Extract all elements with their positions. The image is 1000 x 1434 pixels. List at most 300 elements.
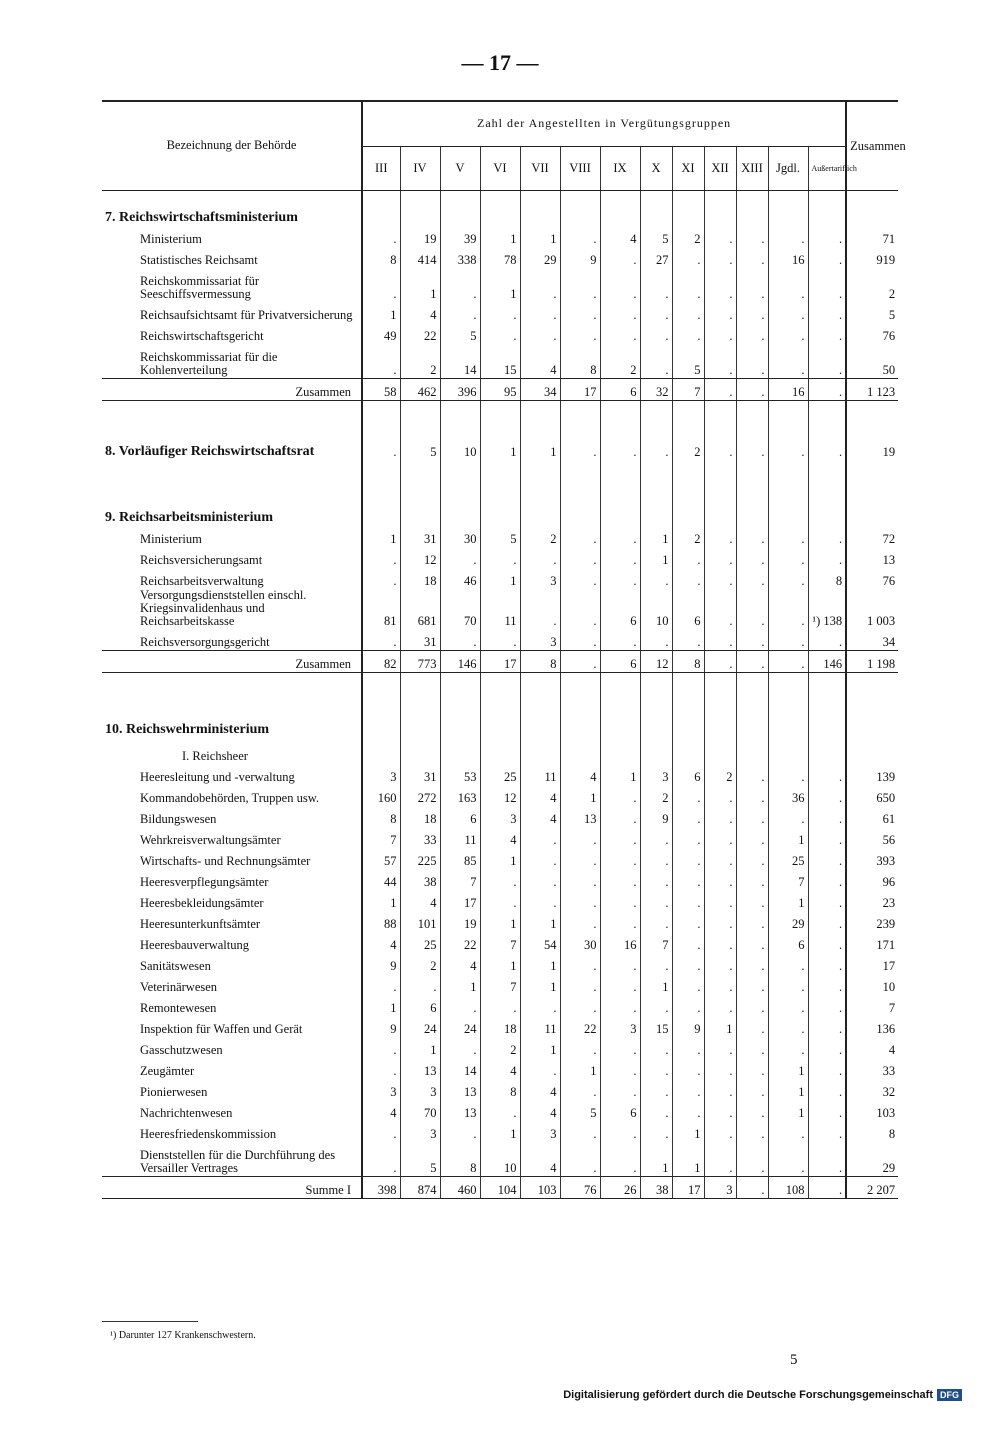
value-cell: 6 <box>600 650 640 672</box>
value-cell: . <box>808 629 846 650</box>
value-cell <box>736 702 768 738</box>
value-cell: . <box>768 268 808 302</box>
value-cell: 6 <box>440 806 480 827</box>
row-label-text: Reichsaufsichtsamt für Privatversicherung <box>140 308 353 322</box>
row-label <box>102 400 362 430</box>
value-cell: 12 <box>480 785 520 806</box>
value-cell <box>362 460 400 490</box>
value-cell: 1 <box>362 526 400 547</box>
value-cell: . <box>768 650 808 672</box>
value-cell: 1 <box>672 1121 704 1142</box>
value-cell: . <box>736 378 768 400</box>
value-cell: . <box>736 1100 768 1121</box>
value-cell: . <box>640 848 672 869</box>
row-label <box>102 589 362 629</box>
value-cell: . <box>640 827 672 848</box>
value-cell: . <box>362 1058 400 1079</box>
value-cell: 7 <box>440 869 480 890</box>
value-cell: 58 <box>362 378 400 400</box>
value-cell: 108 <box>768 1176 808 1198</box>
value-cell <box>672 190 704 226</box>
value-cell: . <box>362 430 400 460</box>
table-row <box>102 226 898 247</box>
row-label-text: Pionierwesen <box>140 1085 208 1099</box>
value-cell <box>736 460 768 490</box>
total-cell: 8 <box>846 1121 898 1142</box>
total-cell <box>846 190 898 226</box>
value-cell: 1 <box>768 1079 808 1100</box>
value-cell: . <box>640 323 672 344</box>
value-cell: 1 <box>480 268 520 302</box>
column-header: IV <box>400 146 440 190</box>
table-row <box>102 568 898 589</box>
value-cell: . <box>560 827 600 848</box>
value-cell: 4 <box>520 344 560 378</box>
value-cell: 95 <box>480 378 520 400</box>
table-row <box>102 526 898 547</box>
total-cell: 19 <box>846 430 898 460</box>
value-cell: 2 <box>672 526 704 547</box>
value-cell <box>560 460 600 490</box>
row-label <box>102 764 362 785</box>
value-cell: 76 <box>560 1176 600 1198</box>
value-cell <box>362 400 400 430</box>
value-cell: . <box>808 953 846 974</box>
value-cell: 3 <box>520 629 560 650</box>
row-label <box>102 806 362 827</box>
value-cell: 17 <box>440 890 480 911</box>
footnote: ¹) Darunter 127 Krankenschwestern. <box>110 1330 256 1341</box>
value-cell: 16 <box>768 247 808 268</box>
value-cell: 70 <box>400 1100 440 1121</box>
value-cell: 5 <box>640 226 672 247</box>
value-cell: 1 <box>520 1037 560 1058</box>
value-cell: . <box>560 589 600 629</box>
value-cell <box>520 400 560 430</box>
value-cell: . <box>808 430 846 460</box>
header-behoerde: Bezeichnung der Behörde <box>102 102 362 190</box>
value-cell <box>480 400 520 430</box>
value-cell: 4 <box>440 953 480 974</box>
value-cell: . <box>440 1037 480 1058</box>
value-cell: 2 <box>672 226 704 247</box>
value-cell: 7 <box>480 932 520 953</box>
row-label <box>102 890 362 911</box>
value-cell <box>560 672 600 702</box>
value-cell: 38 <box>640 1176 672 1198</box>
value-cell: 3 <box>480 806 520 827</box>
value-cell: 49 <box>362 323 400 344</box>
value-cell: 9 <box>362 953 400 974</box>
value-cell: . <box>672 1058 704 1079</box>
value-cell: . <box>560 974 600 995</box>
value-cell: . <box>704 890 736 911</box>
value-cell: . <box>520 547 560 568</box>
value-cell: 3 <box>704 1176 736 1198</box>
value-cell <box>480 190 520 226</box>
table-row <box>102 1142 898 1176</box>
row-label-text: Reichskommissariat für Seeschiffsvermessung <box>140 274 260 301</box>
value-cell <box>704 460 736 490</box>
value-cell: 11 <box>480 589 520 629</box>
value-cell: 14 <box>440 1058 480 1079</box>
value-cell: 12 <box>400 547 440 568</box>
value-cell: . <box>704 953 736 974</box>
value-cell: . <box>672 547 704 568</box>
value-cell: . <box>808 547 846 568</box>
row-label-text: Wirtschafts- und Rechnungsämter <box>140 854 311 868</box>
value-cell: . <box>362 1121 400 1142</box>
value-cell: . <box>704 302 736 323</box>
total-cell: 239 <box>846 911 898 932</box>
value-cell: . <box>704 547 736 568</box>
total-cell: 139 <box>846 764 898 785</box>
total-cell: 13 <box>846 547 898 568</box>
value-cell: . <box>704 629 736 650</box>
value-cell: 4 <box>520 1100 560 1121</box>
value-cell: . <box>362 974 400 995</box>
value-cell: . <box>560 1079 600 1100</box>
value-cell: . <box>704 827 736 848</box>
value-cell: . <box>672 953 704 974</box>
row-label <box>102 672 362 702</box>
value-cell: 5 <box>672 344 704 378</box>
value-cell: . <box>600 974 640 995</box>
value-cell: . <box>560 890 600 911</box>
value-cell: . <box>808 526 846 547</box>
value-cell: . <box>704 911 736 932</box>
row-label <box>102 953 362 974</box>
value-cell: 8 <box>520 650 560 672</box>
value-cell: 8 <box>560 344 600 378</box>
value-cell <box>440 672 480 702</box>
value-cell: . <box>480 995 520 1016</box>
value-cell: . <box>808 1037 846 1058</box>
total-cell: 33 <box>846 1058 898 1079</box>
value-cell: 163 <box>440 785 480 806</box>
value-cell <box>362 490 400 526</box>
value-cell: . <box>768 1037 808 1058</box>
value-cell: . <box>704 1100 736 1121</box>
value-cell: 17 <box>480 650 520 672</box>
table-row <box>102 785 898 806</box>
value-cell <box>808 460 846 490</box>
section-row <box>102 702 898 738</box>
row-label-text: 9. Reichsarbeitsministerium <box>105 510 273 525</box>
value-cell: 22 <box>560 1016 600 1037</box>
total-cell: 1 123 <box>846 378 898 400</box>
value-cell: . <box>600 268 640 302</box>
value-cell: . <box>560 911 600 932</box>
value-cell: . <box>600 1079 640 1100</box>
value-cell: . <box>600 568 640 589</box>
value-cell: 26 <box>600 1176 640 1198</box>
value-cell: 5 <box>400 430 440 460</box>
value-cell: . <box>520 869 560 890</box>
value-cell <box>808 702 846 738</box>
value-cell: 7 <box>768 869 808 890</box>
column-header: VI <box>480 146 520 190</box>
value-cell: . <box>768 226 808 247</box>
value-cell: . <box>704 1142 736 1176</box>
total-cell: 1 003 <box>846 589 898 629</box>
value-cell: 1 <box>672 1142 704 1176</box>
value-cell: 1 <box>520 430 560 460</box>
value-cell: 2 <box>400 344 440 378</box>
value-cell: . <box>480 1100 520 1121</box>
row-label <box>102 1142 362 1176</box>
value-cell: 8 <box>440 1142 480 1176</box>
value-cell: . <box>808 932 846 953</box>
value-cell: 24 <box>400 1016 440 1037</box>
total-cell <box>846 672 898 702</box>
value-cell: . <box>600 806 640 827</box>
value-cell: . <box>600 526 640 547</box>
value-cell: . <box>672 629 704 650</box>
row-label-text: Kommandobehörden, Truppen usw. <box>140 791 320 805</box>
value-cell: . <box>480 869 520 890</box>
value-cell <box>640 490 672 526</box>
value-cell: 18 <box>480 1016 520 1037</box>
value-cell: . <box>600 323 640 344</box>
value-cell: . <box>672 827 704 848</box>
value-cell: 29 <box>520 247 560 268</box>
value-cell <box>808 490 846 526</box>
value-cell: . <box>600 785 640 806</box>
value-cell: . <box>640 302 672 323</box>
value-cell: 462 <box>400 378 440 400</box>
value-cell: . <box>808 1121 846 1142</box>
value-cell: . <box>736 268 768 302</box>
row-label-text: Reichskommissariat für die Kohlenverteilung <box>140 349 278 377</box>
value-cell <box>600 190 640 226</box>
total-cell: 23 <box>846 890 898 911</box>
value-cell: 4 <box>362 932 400 953</box>
value-cell: . <box>560 1037 600 1058</box>
value-cell <box>480 738 520 764</box>
statistics-table <box>102 102 906 1199</box>
row-label <box>102 869 362 890</box>
value-cell: . <box>768 430 808 460</box>
value-cell: . <box>736 568 768 589</box>
value-cell: . <box>672 1037 704 1058</box>
value-cell: 25 <box>768 848 808 869</box>
total-cell: 650 <box>846 785 898 806</box>
value-cell: . <box>704 526 736 547</box>
column-header: VIII <box>560 146 600 190</box>
value-cell: . <box>768 568 808 589</box>
value-cell: 1 <box>640 547 672 568</box>
column-header: VII <box>520 146 560 190</box>
value-cell: . <box>362 568 400 589</box>
value-cell: . <box>600 911 640 932</box>
value-cell: . <box>560 323 600 344</box>
row-label <box>102 1121 362 1142</box>
value-cell <box>704 490 736 526</box>
section-row <box>102 190 898 226</box>
value-cell: 16 <box>768 378 808 400</box>
value-cell: . <box>600 827 640 848</box>
row-label <box>102 526 362 547</box>
value-cell: . <box>736 974 768 995</box>
value-cell: . <box>704 1079 736 1100</box>
value-cell: . <box>362 268 400 302</box>
value-cell <box>768 738 808 764</box>
value-cell: 1 <box>640 974 672 995</box>
value-cell <box>736 490 768 526</box>
value-cell: . <box>736 650 768 672</box>
row-label-text: Versorgungsdienststellen einschl. Kriegsinvalidenhaus und Reichsarbeitskasse <box>140 588 307 628</box>
value-cell: . <box>640 1100 672 1121</box>
total-cell: 96 <box>846 869 898 890</box>
total-cell: 50 <box>846 344 898 378</box>
row-label-text: Reichsversorgungsgericht <box>140 634 270 649</box>
total-cell: 76 <box>846 568 898 589</box>
value-cell: . <box>600 1142 640 1176</box>
row-label-text: Veterinärwesen <box>140 980 218 994</box>
value-cell: 773 <box>400 650 440 672</box>
table-row <box>102 953 898 974</box>
value-cell: ¹) 138 <box>808 589 846 629</box>
value-cell: 2 <box>400 953 440 974</box>
value-cell: 9 <box>672 1016 704 1037</box>
value-cell: . <box>672 1100 704 1121</box>
value-cell <box>768 702 808 738</box>
value-cell: 6 <box>600 1100 640 1121</box>
value-cell: 16 <box>600 932 640 953</box>
value-cell: 3 <box>362 1079 400 1100</box>
value-cell: 874 <box>400 1176 440 1198</box>
value-cell: . <box>704 869 736 890</box>
value-cell: 160 <box>362 785 400 806</box>
value-cell: . <box>808 268 846 302</box>
value-cell: . <box>640 911 672 932</box>
value-cell: . <box>704 430 736 460</box>
value-cell: 5 <box>440 323 480 344</box>
value-cell <box>768 190 808 226</box>
value-cell: 396 <box>440 378 480 400</box>
value-cell: 681 <box>400 589 440 629</box>
table-row <box>102 302 898 323</box>
row-label <box>102 568 362 589</box>
value-cell: . <box>672 869 704 890</box>
value-cell: 88 <box>362 911 400 932</box>
value-cell: 85 <box>440 848 480 869</box>
table-row <box>102 738 898 764</box>
value-cell: 1 <box>560 1058 600 1079</box>
value-cell <box>400 738 440 764</box>
column-header: III <box>362 146 400 190</box>
value-cell <box>400 460 440 490</box>
value-cell <box>600 738 640 764</box>
row-label <box>102 1176 362 1198</box>
value-cell: 6 <box>600 378 640 400</box>
value-cell: . <box>768 764 808 785</box>
value-cell: 1 <box>440 974 480 995</box>
value-cell: 7 <box>480 974 520 995</box>
total-cell: 17 <box>846 953 898 974</box>
value-cell: 81 <box>362 589 400 629</box>
value-cell: 4 <box>600 226 640 247</box>
value-cell <box>640 400 672 430</box>
value-cell: . <box>704 974 736 995</box>
value-cell <box>400 672 440 702</box>
row-label-text: Remontewesen <box>140 1001 217 1015</box>
value-cell: . <box>768 995 808 1016</box>
value-cell: 1 <box>480 226 520 247</box>
value-cell: . <box>736 1176 768 1198</box>
value-cell: . <box>768 1121 808 1142</box>
value-cell: . <box>600 302 640 323</box>
row-label-text: Wehrkreisverwaltungsämter <box>140 833 281 847</box>
total-cell: 393 <box>846 848 898 869</box>
value-cell: . <box>640 869 672 890</box>
value-cell: 8 <box>362 247 400 268</box>
table-row <box>102 629 898 650</box>
value-cell: 24 <box>440 1016 480 1037</box>
value-cell: . <box>808 323 846 344</box>
value-cell: 5 <box>560 1100 600 1121</box>
row-label-text: Zusammen <box>295 384 351 399</box>
value-cell: . <box>704 932 736 953</box>
table-row <box>102 323 898 344</box>
value-cell: 1 <box>480 1121 520 1142</box>
total-cell: 56 <box>846 827 898 848</box>
value-cell: 4 <box>520 785 560 806</box>
row-label <box>102 827 362 848</box>
value-cell: . <box>640 1121 672 1142</box>
value-cell <box>600 460 640 490</box>
value-cell: . <box>768 323 808 344</box>
value-cell: . <box>704 650 736 672</box>
value-cell: . <box>808 1079 846 1100</box>
row-label-text: 8. Vorläufiger Reichswirtschaftsrat <box>105 444 315 459</box>
value-cell: 398 <box>362 1176 400 1198</box>
value-cell: . <box>640 1079 672 1100</box>
value-cell: . <box>440 268 480 302</box>
value-cell <box>672 490 704 526</box>
value-cell: 6 <box>672 589 704 629</box>
value-cell: . <box>768 953 808 974</box>
value-cell: 4 <box>520 806 560 827</box>
value-cell: 3 <box>520 568 560 589</box>
total-cell: 29 <box>846 1142 898 1176</box>
table-row <box>102 1100 898 1121</box>
row-label-text: Nachrichtenwesen <box>140 1106 233 1120</box>
row-label <box>102 1037 362 1058</box>
value-cell <box>440 490 480 526</box>
value-cell: . <box>600 869 640 890</box>
value-cell <box>704 400 736 430</box>
value-cell: . <box>704 1121 736 1142</box>
value-cell: . <box>736 1037 768 1058</box>
row-label <box>102 974 362 995</box>
value-cell: . <box>362 226 400 247</box>
value-cell: 27 <box>640 247 672 268</box>
value-cell: . <box>560 995 600 1016</box>
value-cell: 2 <box>640 785 672 806</box>
value-cell: . <box>480 323 520 344</box>
value-cell: 4 <box>560 764 600 785</box>
value-cell: . <box>600 247 640 268</box>
value-cell <box>400 490 440 526</box>
value-cell: . <box>672 323 704 344</box>
row-label-text: Reichswirtschaftsgericht <box>140 329 264 343</box>
value-cell <box>560 400 600 430</box>
value-cell <box>768 490 808 526</box>
value-cell: 3 <box>640 764 672 785</box>
value-cell <box>480 460 520 490</box>
